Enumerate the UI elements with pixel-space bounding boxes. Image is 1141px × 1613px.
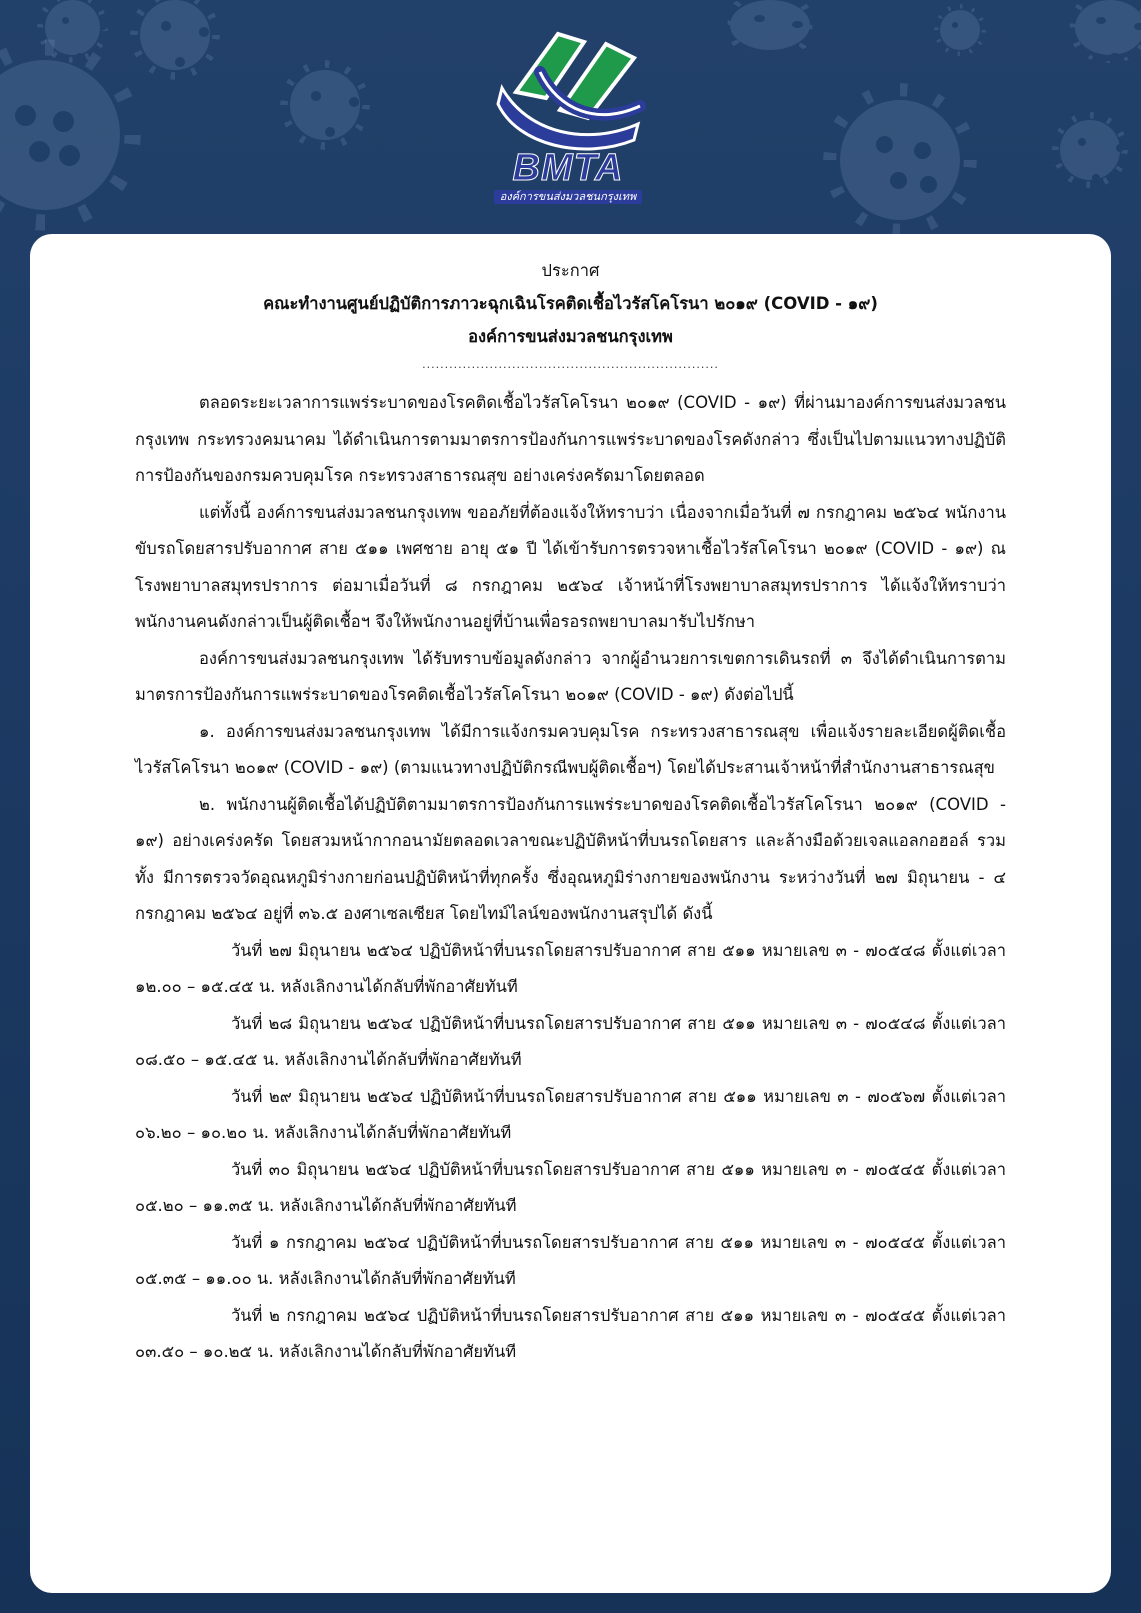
bmta-logo <box>488 14 648 219</box>
virus-decoration <box>1060 120 1120 180</box>
virus-decoration <box>940 10 980 50</box>
virus-decoration <box>140 0 210 70</box>
announcement-subtitle-1: คณะทำงานศูนย์ปฏิบัติการภาวะฉุกเฉินโรคติดเชื้อไวรัสโคโรนา ๒๐๑๙ (COVID - ๑๙) <box>263 294 878 313</box>
paragraph: ตลอดระยะเวลาการแพร่ระบาดของโรคติดเชื้อไวรัสโคโรนา ๒๐๑๙ (COVID - ๑๙) ที่ผ่านมาองค์การขนส่งมวลชนกรุงเทพ กระทรวงคมนาคม ได้ดำเนินการตามมาตรการป้องกันการแพร่ระบาดของโรคดังกล่าว ซึ่งเป็นไปตามแนวทางปฏิบัติการป้องกันของกรมควบคุมโรค กระทรวงสาธารณสุข อย่างเคร่งครัดมาโดยตลอด <box>135 393 1006 485</box>
schedule-item: วันที่ ๒๙ มิถุนายน ๒๕๖๔ ปฏิบัติหน้าที่บนรถโดยสารปรับอากาศ สาย ๕๑๑ หมายเลข ๓ - ๗๐๕๖๗ ตั้งแต่เวลา ๐๖.๒๐ – ๑๐.๒๐ น. หลังเลิกงานได้กลับที่พักอาศัยทันที <box>135 1086 1006 1142</box>
virus-decoration <box>290 70 360 140</box>
announcement-subtitle-2: องค์การขนส่งมวลชนกรุงเทพ <box>468 327 673 346</box>
schedule-item: วันที่ ๒๗ มิถุนายน ๒๕๖๔ ปฏิบัติหน้าที่บนรถโดยสารปรับอากาศ สาย ๕๑๑ หมายเลข ๓ - ๗๐๕๔๘ ตั้งแต่เวลา ๑๒.๐๐ – ๑๕.๔๕ น. หลังเลิกงานได้กลับที่พักอาศัยทันที <box>135 940 1006 996</box>
virus-decoration <box>1075 0 1141 55</box>
schedule-item: วันที่ ๒๘ มิถุนายน ๒๕๖๔ ปฏิบัติหน้าที่บนรถโดยสารปรับอากาศ สาย ๕๑๑ หมายเลข ๓ - ๗๐๕๔๘ ตั้งแต่เวลา ๐๘.๕๐ – ๑๕.๔๕ น. หลังเลิกงานได้กลับที่พักอาศัยทันที <box>135 1013 1006 1069</box>
logo-subtitle: องค์การขนส่งมวลชนกรุงเทพ <box>494 190 642 204</box>
virus-decoration <box>45 0 100 55</box>
paragraph: องค์การขนส่งมวลชนกรุงเทพ ได้รับทราบข้อมูลดังกล่าว จากผู้อำนวยการเขตการเดินรถที่ ๓ จึงได้ดำเนินการตามมาตรการป้องกันการแพร่ระบาดของโรคติดเชื้อไวรัสโคโรนา ๒๐๑๙ (COVID - ๑๙) ดังต่อไปนี้ <box>135 648 1006 704</box>
logo-text: BMTA <box>512 147 624 189</box>
schedule-item: วันที่ ๒ กรกฎาคม ๒๕๖๔ ปฏิบัติหน้าที่บนรถโดยสารปรับอากาศ สาย ๕๑๑ หมายเลข ๓ - ๗๐๕๔๕ ตั้งแต่เวลา ๐๓.๕๐ – ๑๐.๒๕ น. หลังเลิกงานได้กลับที่พักอาศัยทันที <box>135 1305 1006 1361</box>
schedule-item: วันที่ ๓๐ มิถุนายน ๒๕๖๔ ปฏิบัติหน้าที่บนรถโดยสารปรับอากาศ สาย ๕๑๑ หมายเลข ๓ - ๗๐๕๔๕ ตั้งแต่เวลา ๐๕.๒๐ – ๑๑.๓๕ น. หลังเลิกงานได้กลับที่พักอาศัยทันที <box>135 1159 1006 1215</box>
paragraph: แต่ทั้งนี้ องค์การขนส่งมวลชนกรุงเทพ ขออภัยที่ต้องแจ้งให้ทราบว่า เนื่องจากเมื่อวันที่ ๗ กรกฎาคม ๒๕๖๔ พนักงานขับรถโดยสารปรับอากาศ สาย ๕๑๑ เพศชาย อายุ ๕๑ ปี ได้เข้ารับการตรวจหาเชื้อไวรัสโคโรนา ๒๐๑๙ (COVID - ๑๙) ณ โรงพยาบาลสมุทรปราการ ต่อมาเมื่อวันที่ ๘ กรกฎาคม ๒๕๖๔ เจ้าหน้าที่โรงพยาบาลสมุทรปราการ ได้แจ้งให้ทราบว่า พนักงานคนดังกล่าวเป็นผู้ติดเชื้อฯ จึงให้พนักงานอยู่ที่บ้านเพื่อรอรถพยาบาลมารับไปรักษา <box>135 502 1006 631</box>
separator: .................................................................. <box>422 358 719 371</box>
announcement-document <box>135 254 1006 1371</box>
bmta-logo-mark <box>488 14 648 154</box>
virus-decoration <box>0 60 120 210</box>
virus-decoration <box>730 0 810 50</box>
virus-decoration <box>840 100 960 220</box>
announcement-card <box>30 234 1111 1593</box>
paragraph: ๒. พนักงานผู้ติดเชื้อได้ปฏิบัติตามมาตรการป้องกันการแพร่ระบาดของโรคติดเชื้อไวรัสโคโรนา ๒๐๑๙ (COVID - ๑๙) อย่างเคร่งครัด โดยสวมหน้ากากอนามัยตลอดเวลาขณะปฏิบัติหน้าที่บนรถโดยสาร และล้างมือด้วยเจลแอลกอฮอล์ รวมทั้ง มีการตรวจวัดอุณหภูมิร่างกายก่อนปฏิบัติหน้าที่ทุกครั้ง ซึ่งอุณหภูมิร่างกายของพนักงาน ระหว่างวันที่ ๒๗ มิถุนายน - ๔ กรกฎาคม ๒๕๖๔ อยู่ที่ ๓๖.๕ องศาเซลเซียส โดยไทม์ไลน์ของพนักงานสรุปได้ ดังนี้ <box>135 794 1006 923</box>
announcement-title: ประกาศ <box>541 261 600 280</box>
announcement-header <box>135 254 1006 353</box>
paragraph: ๑. องค์การขนส่งมวลชนกรุงเทพ ได้มีการแจ้งกรมควบคุมโรค กระทรวงสาธารณสุข เพื่อแจ้งรายละเอียดผู้ติดเชื้อไวรัสโคโรนา ๒๐๑๙ (COVID - ๑๙) (ตามแนวทางปฏิบัติกรณีพบผู้ติดเชื้อฯ) โดยได้ประสานเจ้าหน้าที่สำนักงานสาธารณสุข <box>135 721 1006 777</box>
schedule-item: วันที่ ๑ กรกฎาคม ๒๕๖๔ ปฏิบัติหน้าที่บนรถโดยสารปรับอากาศ สาย ๕๑๑ หมายเลข ๓ - ๗๐๕๔๕ ตั้งแต่เวลา ๐๕.๓๕ – ๑๑.๐๐ น. หลังเลิกงานได้กลับที่พักอาศัยทันที <box>135 1232 1006 1288</box>
